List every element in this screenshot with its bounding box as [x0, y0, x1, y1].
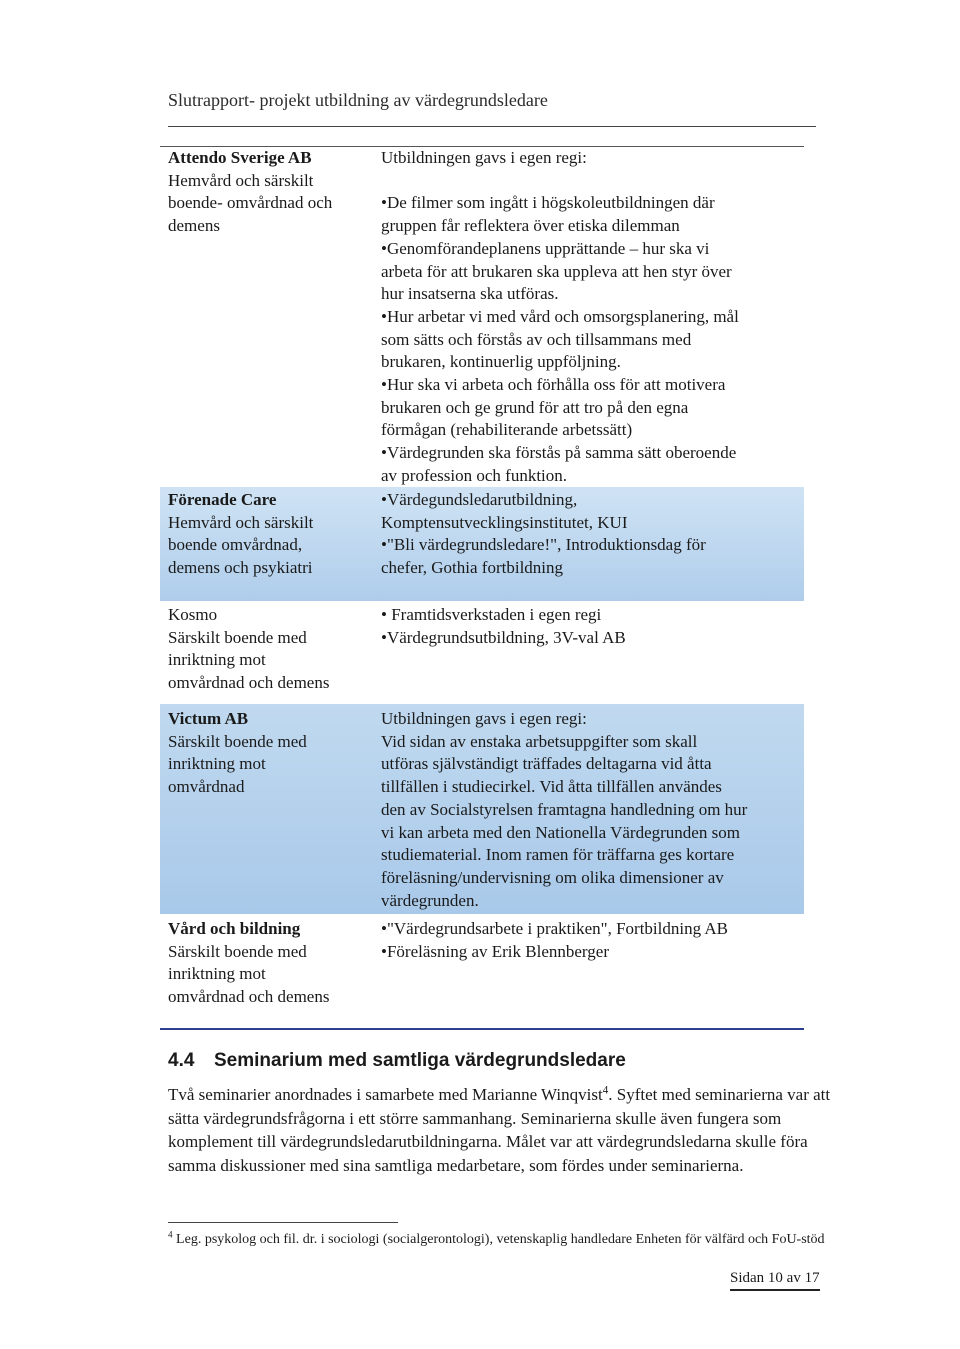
spacer-line [381, 170, 801, 193]
training-line: arbeta för att brukaren ska uppleva att hen styr över [381, 261, 732, 281]
org-desc-line: boende- omvårdnad och [168, 193, 333, 213]
training-cell [381, 708, 801, 912]
org-desc-line: Hemvård och särskilt [168, 512, 314, 532]
training-line: • Framtidsverkstaden i egen regi [381, 605, 602, 624]
training-line: brukaren och ge grund för att tro på den egna [381, 397, 689, 417]
training-cell [381, 147, 801, 488]
org-name: Attendo Sverige AB [168, 148, 312, 167]
org-desc-line: Särskilt boende med [168, 627, 307, 647]
paragraph-text: . Syftet med seminarierna var att sätta värdegrundsfrågorna i ett större sammanhang. Seminarierna skulle även fungera som komplement till värdegrundsledarutbildningarna. Målet var att värdegrundsledarna skulle föra samma diskussioner med sina samtliga medarbetare, som fördes under seminarierna. [168, 1085, 831, 1175]
training-line: Utbildningen gavs i egen regi: [381, 148, 587, 167]
footnote-rule [168, 1222, 398, 1223]
section-heading [168, 1050, 626, 1072]
section-number: 4.4 [168, 1050, 195, 1071]
training-line: •Värdegrundsutbildning, 3V-val AB [381, 627, 626, 647]
org-desc-line: inriktning mot [168, 754, 266, 774]
footnote-ref[interactable]: 4 [602, 1084, 609, 1097]
org-desc-line: Hemvård och särskilt [168, 170, 314, 190]
training-line: Vid sidan av enstaka arbetsuppgifter som skall [381, 731, 698, 751]
org-desc-line: Särskilt boende med [168, 941, 307, 961]
section-title: Seminarium med samtliga värdegrundsledare [214, 1050, 626, 1071]
org-name: Kosmo [168, 605, 218, 624]
training-line: Komptensutvecklingsinstitutet, KUI [381, 512, 628, 532]
training-line: brukaren, kontinuerlig uppföljning. [381, 352, 621, 372]
training-cell [381, 918, 801, 963]
training-line: •Hur arbetar vi med vård och omsorgsplanering, mål [381, 306, 739, 326]
org-desc-line: Särskilt boende med [168, 731, 307, 751]
training-line: gruppen får reflektera över etiska dilemman [381, 216, 680, 236]
training-line: studiematerial. Inom ramen för träffarna ges kortare [381, 845, 735, 865]
org-cell [168, 489, 368, 580]
org-desc-line: omvårdnad [168, 777, 245, 797]
training-line: •Hur ska vi arbeta och förhålla oss för att motivera [381, 375, 726, 395]
org-desc-line: omvårdnad och demens [168, 673, 330, 693]
training-cell [381, 604, 801, 649]
footnote [168, 1230, 848, 1249]
training-line: •De filmer som ingått i högskoleutbildningen där [381, 193, 715, 213]
training-line: förmågan (rehabiliterande arbetssätt) [381, 420, 633, 440]
training-line: som sätts och förstås av och tillsammans med [381, 329, 692, 349]
org-desc-line: inriktning mot [168, 964, 266, 984]
training-line: •"Värdegrundsarbete i praktiken", Fortbildning AB [381, 919, 729, 938]
training-line: utföras självständigt träffades deltagarna vid åtta [381, 754, 712, 774]
org-desc-line: inriktning mot [168, 650, 266, 670]
org-cell [168, 708, 368, 799]
training-line: värdegrunden. [381, 890, 479, 910]
training-line: tillfällen i studiecirkel. Vid åtta tillfällen användes [381, 777, 722, 797]
org-desc-line: boende omvårdnad, [168, 535, 303, 555]
org-cell [168, 918, 368, 1009]
paragraph-text: Två seminarier anordnades i samarbete med Marianne Winqvist [168, 1085, 603, 1104]
training-line: •Värdegrunden ska förstås på samma sätt oberoende [381, 443, 737, 463]
org-desc-line: demens [168, 216, 220, 236]
org-cell [168, 147, 368, 238]
training-line: •Föreläsning av Erik Blennberger [381, 941, 609, 961]
training-line: •Värdegundsledarutbildning, [381, 490, 578, 509]
footnote-text: Leg. psykolog och fil. dr. i sociologi (socialgerontologi), vetenskaplig handledare Enheten för välfärd och FoU-stöd [172, 1232, 825, 1247]
table-bottom-rule [160, 1028, 804, 1030]
org-name: Victum AB [168, 709, 249, 728]
training-line: föreläsning/undervisning om olika dimensioner av [381, 867, 724, 887]
training-line: vi kan arbeta med den Nationella Värdegrunden som [381, 822, 740, 842]
org-cell [168, 604, 368, 695]
footnote-number: 4 [168, 1229, 173, 1240]
training-line: •Genomförandeplanens upprättande – hur ska vi [381, 238, 710, 258]
body-paragraph [168, 1083, 848, 1177]
org-desc-line: omvårdnad och demens [168, 987, 330, 1007]
page-number: Sidan 10 av 17 [730, 1270, 820, 1291]
document-header: Slutrapport- projekt utbildning av värdegrundsledare [168, 90, 548, 110]
header-rule [168, 126, 816, 127]
training-line: den av Socialstyrelsen framtagna handledning om hur [381, 799, 748, 819]
org-desc-line: demens och psykiatri [168, 558, 313, 578]
training-line: Utbildningen gavs i egen regi: [381, 709, 587, 728]
training-line: av profession och funktion. [381, 465, 568, 485]
org-name: Vård och bildning [168, 919, 301, 938]
training-cell [381, 489, 801, 580]
training-line: hur insatserna ska utföras. [381, 284, 559, 304]
org-name: Förenade Care [168, 490, 277, 509]
training-line: •"Bli värdegrundsledare!", Introduktionsdag för [381, 535, 706, 555]
training-line: chefer, Gothia fortbildning [381, 558, 564, 578]
